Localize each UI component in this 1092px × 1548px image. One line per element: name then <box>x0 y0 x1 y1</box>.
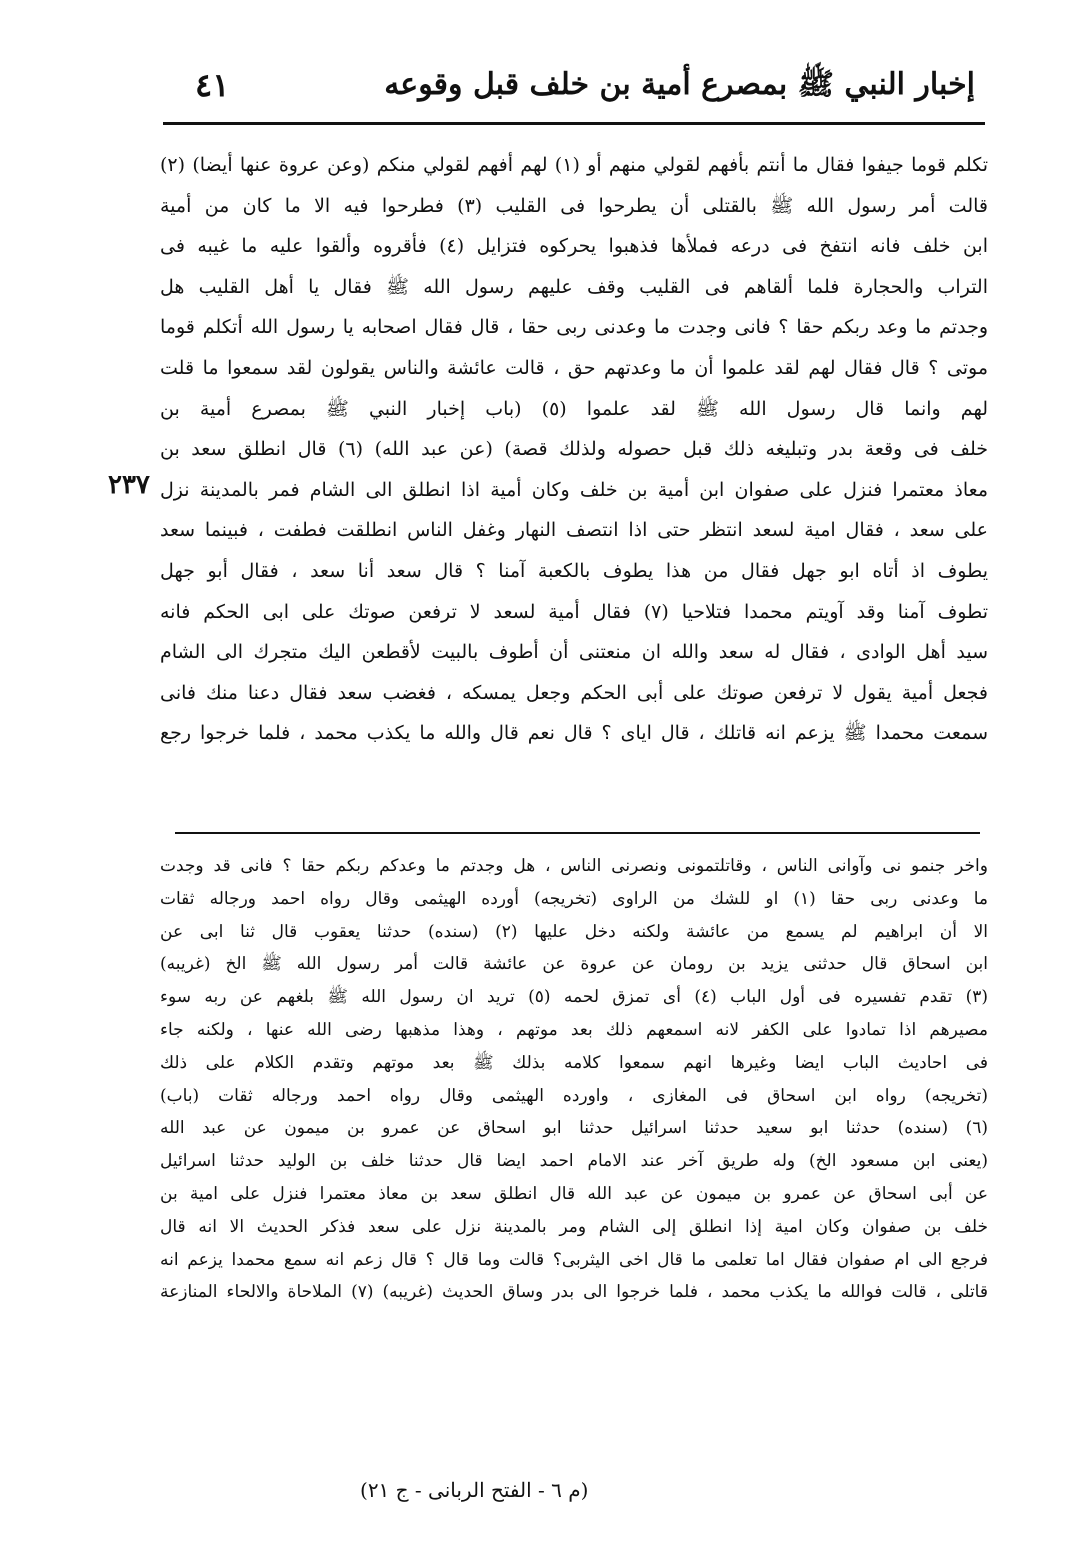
page-header <box>165 58 985 114</box>
footnote-separator <box>175 832 980 834</box>
footnote-line: (يعنى ابن مسعود الخ) وله طريق آخر عند الامام احمد ايضا قال حدثنا خلف بن الوليد حدثنا اسرائيل <box>160 1151 988 1172</box>
text-line: يطوف اذ أتاه ابو جهل فقال من هذا يطوف بالكعبة آمنا ؟ قال سعد أنا سعد ، فقال أبو جهل <box>160 559 988 582</box>
footnote-line: (٦) (سنده) حدثنا ابو سعيد حدثنا اسرائيل حدثنا ابو اسحاق عن عمرو بن ميمون عن عبد الله <box>160 1118 988 1139</box>
text-line: وجدتم ما وعد ربكم حقا ؟ فانى وجدت ما وعدنى ربى حقا ، قال فقال اصحابه يا رسول الله أتكلم قوما <box>160 316 988 339</box>
text-line: ابن خلف فانه انتفخ فى درعه فملأها فذهبوا يحركوه فتزايل (٤) فأقروه وألقوا عليه ما غيبه فى <box>160 235 988 258</box>
text-line: سيد أهل الوادى ، فقال له سعد والله ان منعتنى أن أطوف بالبيت لأقطعن اليك متجرك الى الشام <box>160 641 988 664</box>
footnote-line: عن أبى اسحاق عن عمرو بن ميمون عن عبد الله قال انطلق سعد بن معاذ معتمرا فنزل على امية بن <box>160 1183 988 1204</box>
margin-hadith-number: ٢٣٧ <box>108 470 150 500</box>
footnote-line: فى احاديث الباب ايضا وغيرها انهم سمعوا كلامه بذلك ﷺ بعد موتهم وتقدم الكلام على ذلك <box>160 1052 988 1073</box>
header-title: إخبار النبي ﷺ بمصرع أمية بن خلف قبل وقوعه <box>384 67 975 102</box>
print-signature: (م ٦ - الفتح الربانى - ج ٢١) <box>360 1478 589 1502</box>
footnote-line: (تخريجه) رواه ابن اسحاق فى المغازى ، واورده الهيثمى وقال رواه احمد ورجاله ثقات (باب) <box>160 1085 988 1106</box>
text-line: سمعت محمدا ﷺ يزعم انه قاتلك ، قال اياى ؟ قال نعم قال والله ما يكذب محمد ، فلما خرجوا رجع <box>160 722 988 745</box>
footnote-line: (٣) تقدم تفسيره فى أول الباب (٤) أى تمزق لحمه (٥) تريد ان رسول الله ﷺ بلغهم عن ربه سوء <box>160 987 988 1008</box>
footnote-line: ابن اسحاق قال حدثنى يزيد بن رومان عن عروة عن عائشة قالت أمر رسول الله ﷺ الخ (غريبه) <box>160 954 988 975</box>
footnote-line: الا أن ابراهيم لم يسمع من عائشة ولكنه دخل عليها (٢) (سنده) حدثنا يعقوب قال ثنا ابى عن <box>160 921 988 942</box>
footnote-line: واخر جنمو نى وآوانى الناس ، وقاتلتمونى ونصرنى الناس ، هل وجدتم ما وعدكم ربكم حقا ؟ فانى قد وجدت <box>160 856 988 876</box>
footnote-line: فرجع الى ام صفوان فقال اما تعلمى ما قال اخى اليثربى؟ قالت وما قال ؟ قال زعم انه سمع محمدا يزعم انه <box>160 1249 988 1270</box>
text-line: موتى ؟ قال فقال لهم لقد علموا أن ما وعدتهم حق ، قالت عائشة والناس يقولون لقد سمعوا ما قلت <box>160 356 988 379</box>
text-line: فجعل أمية يقول لا ترفعن صوتك على أبى الحكم وجعل يمسكه ، فغضب سعد فقال دعنا منك فانى <box>160 681 988 704</box>
footnote-line: ما وعدنى ربى حقا (١) او للشك من الراوى (تخريجه) أورده الهيثمى وقال رواه احمد ورجاله ثقات <box>160 888 988 909</box>
text-line: معاذ معتمرا فنزل على صفوان ابن أمية بن خلف وكان أمية اذا انطلق الى الشام فمر بالمدينة نزل <box>160 478 988 501</box>
text-line: خلف فى وقعة بدر وتبليغه ذلك قبل حصوله ولذلك قصة) (عن عبد الله) (٦) قال انطلق سعد بن <box>160 438 988 461</box>
text-line: تطوف آمنا وقد آويتم محمدا فتلاحيا (٧) فقال أمية لسعد لا ترفعن صوتك على ابى الحكم فانه <box>160 600 988 623</box>
text-line: قالت أمر رسول الله ﷺ بالقتلى أن يطرحوا فى القليب (٣) فطرحوا فيه الا ما كان من أمية <box>160 194 988 217</box>
header-rule <box>163 122 985 125</box>
footnote-line: مصيرهم اذا تمادوا على الكفر لانه اسمعهم ذلك بعد موتهم ، وهذا مذهبها رضى الله عنها ، ولكنه جاء <box>160 1019 988 1040</box>
page-number: ٤١ <box>195 66 230 104</box>
footnotes <box>160 850 988 1309</box>
footnote-line: قاتلى ، قالت فوالله ما يكذب محمد ، فلما خرجوا الى بدر وساق الحديث (غريبه) (٧) الملاحاة والالحاء المنازعة <box>160 1282 988 1303</box>
main-text <box>160 145 988 754</box>
text-line: على سعد ، فقال امية لسعد انتظر حتى اذا انتصف النهار وغفل الناس انطلقت فطفت ، فبينما سعد <box>160 519 988 542</box>
text-line: تكلم قوما جيفوا فقال ما أنتم بأفهم لقولي منهم أو (١) لهم أفهم لقولي منكم (وعن عروة عنها أيضا) (٢) <box>160 154 988 176</box>
text-line: التراب والحجارة فلما ألقاهم فى القليب وقف عليهم رسول الله ﷺ فقال يا أهل القليب هل <box>160 275 988 298</box>
footnote-line: خلف بن صفوان وكان امية إذا انطلق إلى الشام ومر بالمدينة نزل على سعد فذكر الحديث الا انه قال <box>160 1216 988 1237</box>
text-line: لهم وانما قال رسول الله ﷺ لقد علموا (٥) (باب إخبار النبي ﷺ بمصرع أمية بن <box>160 397 988 420</box>
